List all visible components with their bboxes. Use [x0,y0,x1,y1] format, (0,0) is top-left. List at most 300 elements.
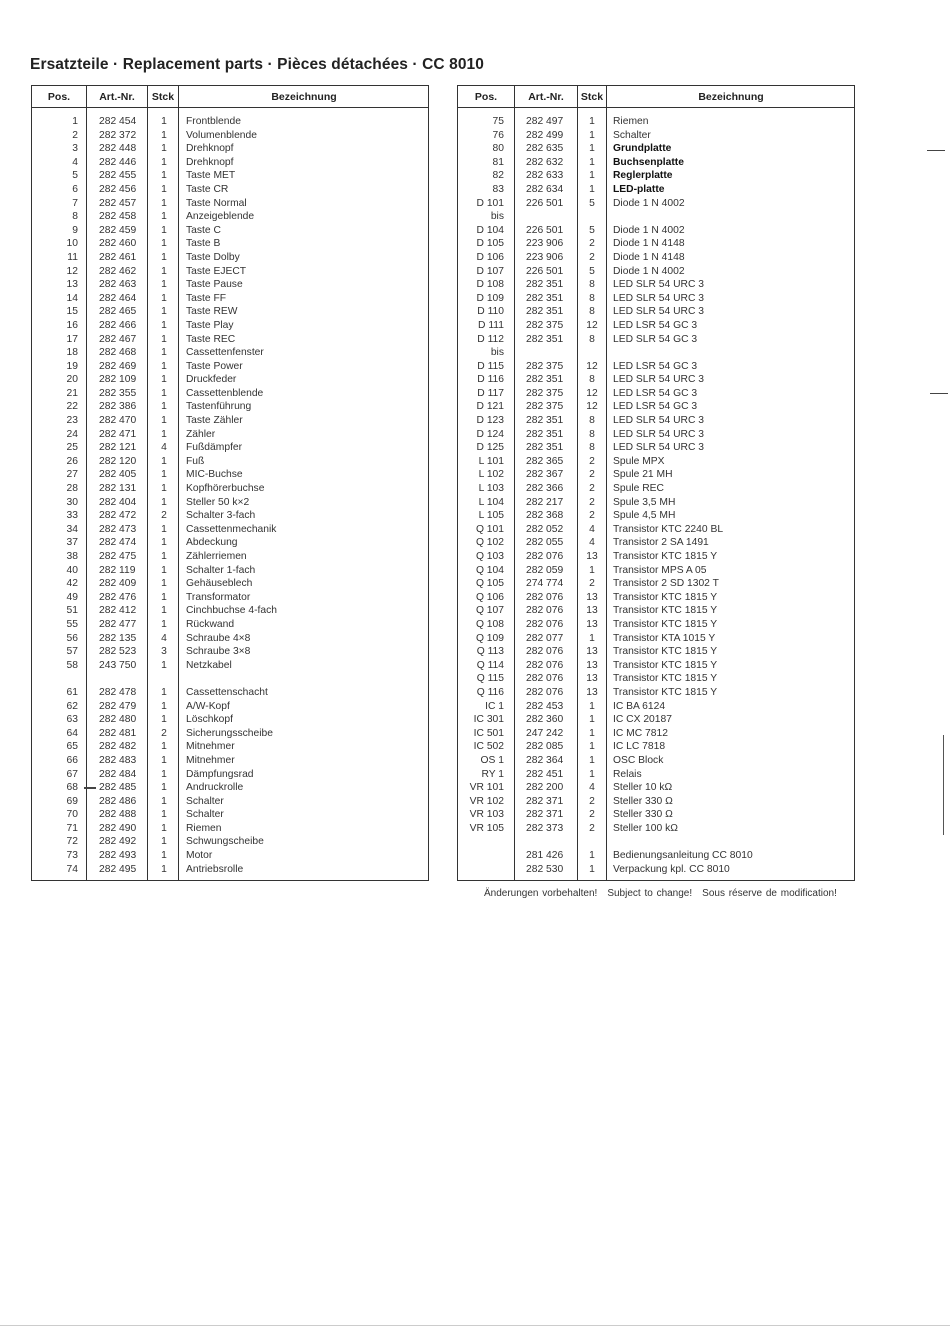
cell-qty: 8 [589,333,595,345]
cell-qty: 1 [589,768,595,780]
cell-pos: D 124 [476,428,504,440]
cell-art: 282 076 [526,551,564,562]
cell-art: 282 457 [99,197,137,209]
cell-qty: 1 [161,537,167,549]
cell-art: 282 059 [526,564,564,576]
cell-qty: 1 [161,551,167,562]
cell-art: 282 076 [526,618,564,630]
table-row [32,754,428,768]
cell-pos: 30 [66,496,78,508]
cell-art: 282 355 [99,387,137,399]
cell-qty: 1 [589,564,595,576]
table-row [32,169,428,183]
cell-pos: D 121 [476,401,504,413]
cell-pos: VR 103 [469,809,504,821]
table-row [458,645,854,659]
cell-desc: LED SLR 54 URC 3 [613,428,704,440]
cell-pos: 38 [66,551,78,562]
cell-desc: Schalter [186,795,224,807]
cell-pos: D 125 [476,442,504,454]
cell-art: 282 371 [526,795,564,807]
cell-pos: 19 [66,360,78,372]
cell-desc: Taste C [186,224,221,236]
cell-art: 282 454 [99,116,137,127]
cell-pos: D 112 [477,333,504,345]
cell-qty: 1 [161,183,167,195]
cell-pos: 22 [66,401,78,413]
cell-pos: D 117 [477,387,504,399]
cell-pos: 57 [66,646,78,658]
cell-art: 282 446 [99,156,137,168]
table-row [32,550,428,564]
cell-desc: Andruckrolle [186,782,244,794]
cell-art: 282 119 [99,564,136,576]
cell-qty: 1 [161,659,167,671]
cell-qty: 1 [161,387,167,399]
cell-art: 282 351 [526,374,564,386]
cell-art: 282 497 [526,116,564,127]
cell-art: 282 484 [99,768,137,780]
cell-art: 282 375 [526,319,564,331]
cell-qty: 1 [161,333,167,345]
cell-desc: IC MC 7812 [613,727,668,739]
cell-art: 281 426 [526,850,564,862]
cell-art: 282 109 [99,374,137,386]
cell-qty: 2 [589,510,595,522]
cell-qty: 1 [161,795,167,807]
cell-art: 282 076 [526,646,564,658]
cell-qty: 2 [161,510,167,522]
cell-desc: LED SLR 54 URC 3 [613,374,704,386]
cell-desc: Transistor KTA 1015 Y [613,632,716,644]
table-row [32,835,428,849]
table-row [458,863,854,877]
cell-pos: 11 [67,251,78,263]
cell-qty: 1 [161,686,167,698]
table-row [32,509,428,523]
table-row [458,686,854,700]
cell-desc: Transistor KTC 1815 Y [613,551,718,562]
cell-art: 282 482 [99,741,137,753]
cell-qty: 4 [161,442,167,454]
cell-art: 282 076 [526,686,564,698]
cell-desc: Taste Zähler [186,415,243,427]
cell-qty: 1 [589,156,595,168]
header-art: Art.-Nr. [528,91,564,103]
cell-art: 282 458 [99,211,137,223]
table-row [32,591,428,605]
cell-desc: Schraube 4×8 [186,632,251,644]
cell-art: 282 076 [526,673,564,685]
cell-desc: Drehknopf [186,156,234,168]
cell-desc: Volumenblende [186,129,257,141]
table-row [458,251,854,265]
table-row [32,659,428,673]
table-row [458,740,854,754]
cell-pos: 75 [492,116,504,127]
cell-qty: 1 [161,143,167,155]
cell-qty: 8 [589,442,595,454]
table-row [32,645,428,659]
cell-qty: 13 [586,646,598,658]
table-row [458,183,854,197]
table-header [458,86,854,108]
cell-pos: 21 [66,387,78,399]
table-row [32,604,428,618]
cell-qty: 1 [161,129,167,141]
cell-desc: Taste REC [186,333,236,345]
cell-desc: Anzeigeblende [186,211,255,223]
cell-qty: 1 [589,727,595,739]
cell-desc: Fußdämpfer [186,442,243,454]
cell-pos: 70 [66,809,78,821]
table-row [32,265,428,279]
cell-qty: 13 [586,659,598,671]
cell-pos: 71 [66,822,78,834]
cell-pos: 63 [66,714,78,726]
edge-mark [927,150,945,151]
cell-qty: 1 [161,850,167,862]
table-row [458,360,854,374]
cell-qty: 5 [589,197,595,209]
cell-pos: Q 106 [475,591,504,603]
table-row [458,808,854,822]
table-row [458,632,854,646]
cell-art: 282 085 [526,741,564,753]
cell-qty: 1 [161,455,167,467]
table-row [32,360,428,374]
table-row [32,210,428,224]
cell-desc: Transistor KTC 1815 Y [613,618,718,630]
page-title: Ersatzteile · Replacement parts · Pièces détachées · CC 8010 [30,56,484,73]
cell-qty: 2 [589,795,595,807]
edge-mark [943,735,944,835]
table-row [458,455,854,469]
cell-pos: 8 [72,211,78,223]
cell-pos: 56 [66,632,78,644]
table-row [458,564,854,578]
cell-qty: 5 [589,224,595,236]
cell-art: 282 632 [526,156,564,168]
cell-pos: 67 [66,768,78,780]
cell-pos: VR 101 [469,782,504,794]
table-row [458,414,854,428]
cell-qty: 1 [161,224,167,236]
cell-art: 282 499 [526,129,564,141]
cell-art: 282 448 [99,143,137,155]
cell-desc: Schalter [186,809,224,821]
cell-pos: L 102 [478,469,504,481]
cell-art: 282 375 [526,387,564,399]
cell-pos: 80 [492,143,504,155]
cell-art: 282 405 [99,469,137,481]
cell-pos: D 109 [476,292,504,304]
cell-art: 282 459 [99,224,137,236]
cell-art: 282 634 [526,183,564,195]
cell-art: 282 372 [99,129,137,141]
table-row [32,428,428,442]
cell-art: 282 481 [99,727,137,739]
table-row [32,795,428,809]
table-row [32,224,428,238]
header-desc: Bezeichnung [698,91,764,103]
cell-qty: 8 [589,279,595,291]
cell-qty: 1 [161,238,167,250]
table-row [458,822,854,836]
table-row [32,740,428,754]
cell-pos: 65 [66,741,78,753]
table-row [458,496,854,510]
table-row [32,183,428,197]
cell-qty: 1 [161,360,167,372]
cell-qty: 1 [161,197,167,209]
cell-qty: 1 [161,374,167,386]
cell-desc: Relais [613,768,642,780]
cell-art: 282 472 [99,510,137,522]
cell-desc: Antriebsrolle [186,863,244,875]
cell-pos: bis [490,211,504,223]
cell-pos: 10 [66,238,78,250]
cell-pos: 83 [492,183,504,195]
cell-qty: 1 [161,863,167,875]
cell-desc: Zähler [186,428,216,440]
cell-qty: 2 [589,251,595,263]
cell-desc: Riemen [186,822,222,834]
cell-desc: IC LC 7818 [613,741,666,753]
cell-art: 226 501 [526,224,564,236]
cell-desc: Spule 4,5 MH [613,510,676,522]
cell-desc: Steller 50 k×2 [186,496,250,508]
cell-desc: Taste Dolby [186,251,240,263]
cell-qty: 1 [161,523,167,535]
cell-pos: L 103 [478,483,504,495]
cell-qty: 8 [589,415,595,427]
cell-pos: L 101 [478,455,504,467]
cell-qty: 1 [161,401,167,413]
cell-desc: LED LSR 54 GC 3 [613,401,698,413]
cell-art: 226 501 [526,197,564,209]
cell-desc: IC CX 20187 [613,714,672,726]
cell-art: 282 475 [99,551,137,562]
cell-pos: 74 [66,863,78,875]
edge-mark [84,787,96,789]
table-row [32,292,428,306]
cell-qty: 1 [161,578,167,590]
cell-qty: 1 [161,809,167,821]
cell-pos: 76 [492,129,504,141]
table-row [32,482,428,496]
cell-qty: 1 [161,469,167,481]
cell-pos: Q 105 [475,578,504,590]
rows-left [32,115,428,876]
cell-art: 282 200 [526,782,564,794]
cell-pos: 5 [72,170,78,182]
table-row [32,822,428,836]
cell-pos: D 116 [477,374,504,386]
table-row [458,700,854,714]
cell-art: 243 750 [99,659,137,671]
edge-mark [0,1325,950,1326]
cell-qty: 1 [161,483,167,495]
cell-art: 282 469 [99,360,137,372]
cell-desc: Transistor 2 SA 1491 [613,537,709,549]
cell-art: 282 076 [526,591,564,603]
cell-qty: 1 [589,741,595,753]
cell-art: 282 462 [99,265,137,277]
cell-pos: D 105 [476,238,504,250]
cell-desc: Transistor 2 SD 1302 T [613,578,719,590]
table-row [458,129,854,143]
cell-pos: 73 [66,850,78,862]
cell-qty: 1 [589,183,595,195]
table-row [458,400,854,414]
cell-pos: 40 [66,564,78,576]
cell-qty: 13 [586,605,598,617]
cell-pos: 82 [492,170,504,182]
cell-desc: Schraube 3×8 [186,646,251,658]
cell-pos: 4 [72,156,78,168]
cell-desc: LED LSR 54 GC 3 [613,319,698,331]
cell-qty: 2 [589,809,595,821]
cell-art: 282 368 [526,510,564,522]
cell-desc: Spule REC [613,483,664,495]
cell-pos: 62 [66,700,78,712]
cell-qty: 8 [589,374,595,386]
cell-qty: 13 [586,618,598,630]
cell-qty: 1 [161,415,167,427]
cell-desc: Schwungscheibe [186,836,264,848]
table-row [458,373,854,387]
cell-qty: 13 [586,551,598,562]
cell-desc: IC BA 6124 [613,700,666,712]
table-row [458,536,854,550]
table-row [32,618,428,632]
cell-desc: MIC-Buchse [186,469,243,481]
cell-qty: 1 [161,822,167,834]
cell-qty: 1 [161,265,167,277]
cell-pos: D 123 [476,415,504,427]
table-row [32,700,428,714]
cell-art: 282 364 [526,754,564,766]
table-row [458,428,854,442]
cell-pos: 33 [66,510,78,522]
table-row [458,618,854,632]
cell-qty: 1 [161,741,167,753]
cell-pos: D 108 [476,279,504,291]
cell-art: 282 120 [99,455,137,467]
cell-art: 247 242 [526,727,564,739]
cell-desc: Steller 330 Ω [613,809,673,821]
cell-desc: Transistor KTC 1815 Y [613,686,718,698]
cell-qty: 1 [589,850,595,862]
cell-pos: 37 [66,537,78,549]
cell-art: 282 523 [99,646,137,658]
cell-desc: Transistor MPS A 05 [613,564,707,576]
cell-art: 282 055 [526,537,564,549]
cell-desc: Bedienungsanleitung CC 8010 [613,850,753,862]
cell-pos: D 110 [477,306,504,318]
cell-pos: IC 1 [485,700,504,712]
cell-desc: Transistor KTC 1815 Y [613,605,718,617]
cell-pos: 58 [66,659,78,671]
cell-pos: 1 [72,116,78,127]
cell-pos: 66 [66,754,78,766]
cell-art: 282 351 [526,333,564,345]
cell-art: 282 485 [99,782,137,794]
table-row [32,713,428,727]
header-pos: Pos. [47,91,71,103]
cell-pos: 64 [66,727,78,739]
cell-qty: 2 [589,578,595,590]
cell-desc: Spule 3,5 MH [613,496,676,508]
cell-pos: 13 [66,279,78,291]
table-row [32,496,428,510]
cell-art: 282 471 [99,428,137,440]
cell-desc: Cassettenschacht [186,686,268,698]
table-row [32,400,428,414]
cell-art: 282 461 [99,251,137,263]
cell-pos: 20 [66,374,78,386]
cell-art: 282 477 [99,618,137,630]
table-row [32,305,428,319]
table-row [32,523,428,537]
cell-art: 282 077 [526,632,564,644]
cell-desc: A/W-Kopf [186,700,230,712]
cell-pos: IC 501 [473,727,504,739]
cell-pos: IC 301 [473,714,504,726]
cell-pos: Q 114 [476,659,504,671]
table-row [32,468,428,482]
cell-qty: 12 [586,319,598,331]
table-row [458,292,854,306]
table-row [32,536,428,550]
cell-qty: 1 [161,700,167,712]
table-row [458,577,854,591]
table-row [32,441,428,455]
cell-qty: 4 [589,782,595,794]
cell-art: 282 375 [526,401,564,413]
table-row [32,727,428,741]
cell-desc: LED SLR 54 URC 3 [613,442,704,454]
cell-desc: Rückwand [186,618,235,630]
cell-art: 282 635 [526,143,564,155]
cell-desc: Grundplatte [613,143,672,155]
cell-desc: Taste CR [186,183,229,195]
cell-art: 282 460 [99,238,137,250]
cell-qty: 3 [161,646,167,658]
table-row [458,849,854,863]
table-row [32,142,428,156]
cell-pos: 42 [66,578,78,590]
table-row [458,795,854,809]
cell-desc: Schalter 3-fach [186,510,256,522]
cell-art: 282 479 [99,700,137,712]
table-header [32,86,428,108]
cell-art: 282 470 [99,415,137,427]
cell-qty: 2 [589,822,595,834]
cell-pos: 15 [66,306,78,318]
cell-pos: 61 [66,686,78,698]
cell-desc: Reglerplatte [613,170,673,182]
cell-desc: Zählerriemen [186,551,247,562]
cell-art: 274 774 [526,578,564,590]
cell-qty: 13 [586,591,598,603]
cell-art: 282 488 [99,809,137,821]
cell-art: 282 375 [526,360,564,372]
cell-desc: Kopfhörerbuchse [186,483,265,495]
cell-art: 282 468 [99,347,137,359]
table-row [32,414,428,428]
